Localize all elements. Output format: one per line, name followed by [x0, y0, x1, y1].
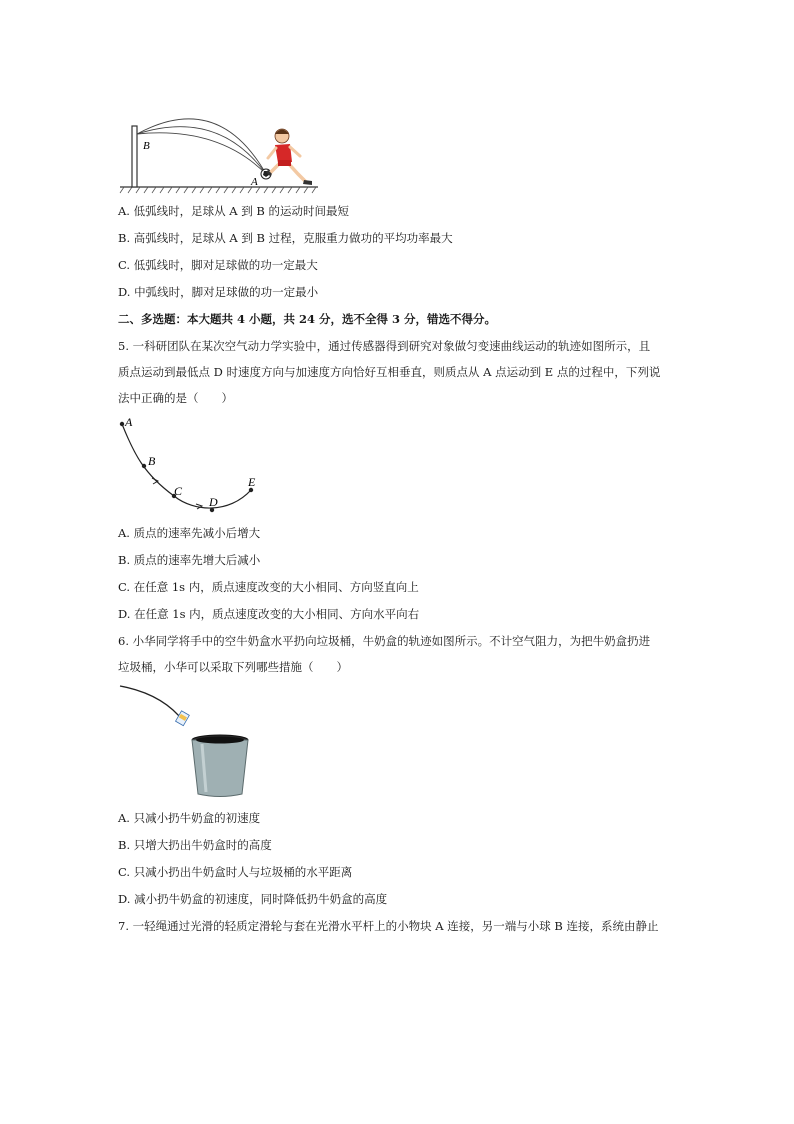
q6-option-d: D. 减小扔牛奶盒的初速度，同时降低扔牛奶盒的高度	[118, 892, 388, 906]
q6-option-c: C. 只减小扔出牛奶盒时人与垃圾桶的水平距离	[118, 865, 353, 879]
q5-label-b: B	[148, 454, 156, 468]
q5-figure	[114, 414, 264, 518]
q5-stem-line-3: 法中正确的是（ ）	[118, 391, 233, 405]
q4-option-d: D. 中弧线时，脚对足球做的功一定最小	[118, 285, 319, 299]
q5-stem-line-1: 5. 一科研团队在某次空气动力学实验中，通过传感器得到研究对象做匀变速曲线运动的轨迹如图所示，且	[118, 339, 651, 353]
q6-option-a: A. 只减小扔牛奶盒的初速度	[118, 811, 261, 825]
q5-option-b: B. 质点的速率先增大后减小	[118, 553, 261, 567]
q4-label-b: B	[143, 140, 150, 152]
curve-trajectory-diagram	[114, 414, 264, 518]
milk-box-trash-diagram	[118, 682, 278, 800]
q6-figure	[118, 682, 278, 800]
q5-option-c: C. 在任意 1s 内，质点速度改变的大小相同、方向竖直向上	[118, 580, 419, 594]
trash-bin-icon	[192, 735, 248, 797]
milk-box-icon	[176, 711, 190, 726]
q5-label-e: E	[248, 475, 256, 489]
q4-option-b: B. 高弧线时，足球从 A 到 B 过程，克服重力做功的平均功率最大	[118, 231, 453, 245]
q5-stem-line-2: 质点运动到最低点 D 时速度方向与加速度方向恰好互相垂直，则质点从 A 点运动到 E 点的过程中，下列说	[118, 365, 661, 379]
q5-label-d: D	[209, 495, 218, 509]
q4-option-c: C. 低弧线时，脚对足球做的功一定最大	[118, 258, 318, 272]
section-heading-multiple-choice: 二、多选题：本大题共 4 小题，共 24 分，选不全得 3 分，错选不得分。	[118, 312, 497, 326]
q6-stem-line-2: 垃圾桶，小华可以采取下列哪些措施（ ）	[118, 660, 348, 674]
football-trajectory-diagram	[118, 118, 328, 196]
q4-option-a: A. 低弧线时，足球从 A 到 B 的运动时间最短	[118, 204, 349, 218]
point-a	[120, 422, 124, 426]
q5-label-c: C	[174, 484, 183, 498]
q4-figure	[118, 118, 328, 196]
q4-label-a: A	[251, 176, 258, 188]
q6-option-b: B. 只增大扔出牛奶盒时的高度	[118, 838, 272, 852]
q5-option-d: D. 在任意 1s 内，质点速度改变的大小相同、方向水平向右	[118, 607, 420, 621]
wall	[132, 126, 137, 187]
q6-stem-line-1: 6. 小华同学将手中的空牛奶盒水平扔向垃圾桶，牛奶盒的轨迹如图所示。不计空气阻力，为把牛奶盒扔进	[118, 634, 651, 648]
q5-label-a: A	[125, 415, 133, 429]
point-b	[142, 464, 146, 468]
q5-option-a: A. 质点的速率先减小后增大	[118, 526, 261, 540]
boy-kicking-icon	[267, 129, 312, 185]
q7-stem-line-1: 7. 一轻绳通过光滑的轻质定滑轮与套在光滑水平杆上的小物块 A 连接，另一端与小球 B 连接，系统由静止	[118, 919, 659, 933]
